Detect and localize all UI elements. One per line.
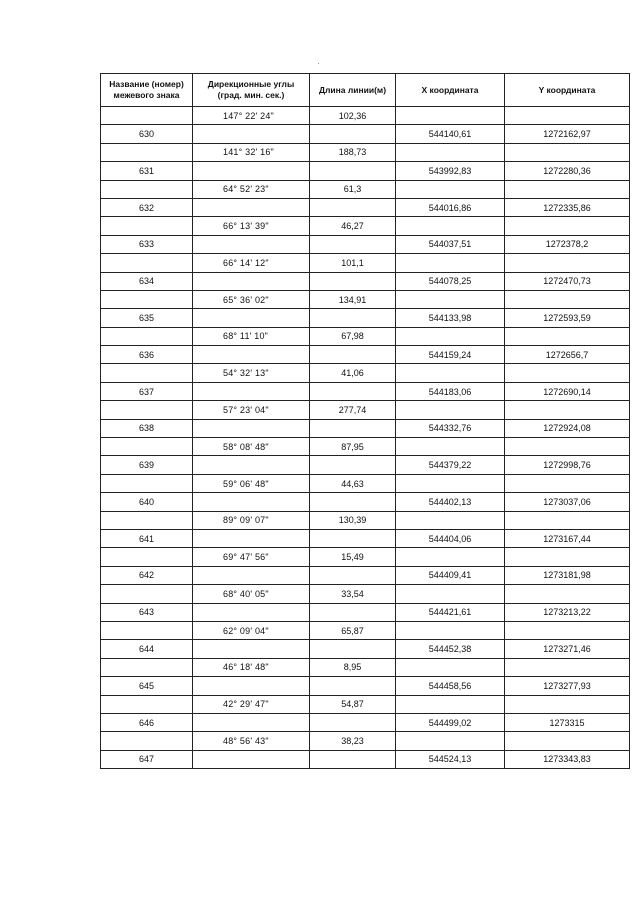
x-coordinate: 544404,06 <box>396 529 505 547</box>
point-row <box>101 640 630 658</box>
point-name: 634 <box>101 272 193 290</box>
direction-angle: 48° 56' 43" <box>193 732 310 750</box>
segment-name-cell <box>101 438 193 456</box>
direction-angle: 141° 32' 16" <box>193 143 310 161</box>
x-coordinate: 544133,98 <box>396 309 505 327</box>
point-name: 644 <box>101 640 193 658</box>
x-coordinate: 544078,25 <box>396 272 505 290</box>
segment-row <box>101 621 630 639</box>
direction-angle: 42° 29' 47" <box>193 695 310 713</box>
line-length: 277,74 <box>310 401 396 419</box>
segment-y-cell <box>505 107 630 125</box>
point-angle-cell <box>193 235 310 253</box>
line-length: 67,98 <box>310 327 396 345</box>
direction-angle: 147° 22' 24" <box>193 107 310 125</box>
line-length: 44,63 <box>310 474 396 492</box>
x-coordinate: 544140,61 <box>396 125 505 143</box>
segment-name-cell <box>101 695 193 713</box>
line-length: 130,39 <box>310 511 396 529</box>
x-coordinate: 544524,13 <box>396 750 505 768</box>
segment-name-cell <box>101 548 193 566</box>
line-length: 134,91 <box>310 290 396 308</box>
y-coordinate: 1272470,73 <box>505 272 630 290</box>
y-coordinate: 1273277,93 <box>505 677 630 695</box>
point-name: 630 <box>101 125 193 143</box>
point-angle-cell <box>193 272 310 290</box>
segment-x-cell <box>396 438 505 456</box>
direction-angle: 68° 40' 05" <box>193 585 310 603</box>
header-line-length: Длина линии(м) <box>310 74 396 107</box>
header-x-coordinate: X координата <box>396 74 505 107</box>
y-coordinate: 1272378,2 <box>505 235 630 253</box>
segment-row <box>101 732 630 750</box>
stray-dot <box>318 63 319 64</box>
segment-name-cell <box>101 511 193 529</box>
point-length-cell <box>310 640 396 658</box>
line-length: 87,95 <box>310 438 396 456</box>
segment-row <box>101 143 630 161</box>
segment-x-cell <box>396 254 505 272</box>
direction-angle: 54° 32' 13" <box>193 364 310 382</box>
segment-x-cell <box>396 732 505 750</box>
point-row <box>101 750 630 768</box>
segment-y-cell <box>505 585 630 603</box>
x-coordinate: 544499,02 <box>396 713 505 731</box>
point-name: 639 <box>101 456 193 474</box>
segment-x-cell <box>396 548 505 566</box>
point-length-cell <box>310 382 396 400</box>
point-name: 645 <box>101 677 193 695</box>
point-length-cell <box>310 677 396 695</box>
direction-angle: 68° 11' 10" <box>193 327 310 345</box>
point-row <box>101 198 630 216</box>
y-coordinate: 1273213,22 <box>505 603 630 621</box>
segment-name-cell <box>101 254 193 272</box>
line-length: 54,87 <box>310 695 396 713</box>
point-row <box>101 235 630 253</box>
point-length-cell <box>310 566 396 584</box>
point-name: 635 <box>101 309 193 327</box>
direction-angle: 59° 06' 48" <box>193 474 310 492</box>
segment-name-cell <box>101 327 193 345</box>
direction-angle: 57° 23' 04" <box>193 401 310 419</box>
segment-y-cell <box>505 438 630 456</box>
line-length: 8,95 <box>310 658 396 676</box>
segment-row <box>101 548 630 566</box>
point-length-cell <box>310 713 396 731</box>
table-body <box>101 107 630 769</box>
segment-name-cell <box>101 474 193 492</box>
point-name: 640 <box>101 493 193 511</box>
line-length: 102,36 <box>310 107 396 125</box>
segment-row <box>101 438 630 456</box>
point-row <box>101 493 630 511</box>
x-coordinate: 544421,61 <box>396 603 505 621</box>
header-y-coordinate: Y координата <box>505 74 630 107</box>
segment-y-cell <box>505 511 630 529</box>
x-coordinate: 544016,86 <box>396 198 505 216</box>
segment-x-cell <box>396 585 505 603</box>
point-name: 636 <box>101 346 193 364</box>
point-row <box>101 125 630 143</box>
segment-x-cell <box>396 143 505 161</box>
direction-angle: 62° 09' 04" <box>193 621 310 639</box>
point-name: 637 <box>101 382 193 400</box>
line-length: 101,1 <box>310 254 396 272</box>
segment-y-cell <box>505 143 630 161</box>
x-coordinate: 544458,56 <box>396 677 505 695</box>
segment-row <box>101 585 630 603</box>
x-coordinate: 544037,51 <box>396 235 505 253</box>
segment-x-cell <box>396 474 505 492</box>
segment-row <box>101 290 630 308</box>
point-length-cell <box>310 750 396 768</box>
point-angle-cell <box>193 456 310 474</box>
direction-angle: 89° 09' 07" <box>193 511 310 529</box>
point-row <box>101 566 630 584</box>
segment-x-cell <box>396 401 505 419</box>
direction-angle: 64° 52' 23" <box>193 180 310 198</box>
segment-name-cell <box>101 290 193 308</box>
segment-name-cell <box>101 217 193 235</box>
point-name: 646 <box>101 713 193 731</box>
point-angle-cell <box>193 382 310 400</box>
segment-x-cell <box>396 327 505 345</box>
x-coordinate: 544183,06 <box>396 382 505 400</box>
point-length-cell <box>310 235 396 253</box>
segment-name-cell <box>101 732 193 750</box>
y-coordinate: 1272335,86 <box>505 198 630 216</box>
point-row <box>101 309 630 327</box>
point-length-cell <box>310 309 396 327</box>
segment-y-cell <box>505 327 630 345</box>
x-coordinate: 544332,76 <box>396 419 505 437</box>
segment-name-cell <box>101 621 193 639</box>
point-length-cell <box>310 603 396 621</box>
point-name: 647 <box>101 750 193 768</box>
point-row <box>101 272 630 290</box>
segment-name-cell <box>101 180 193 198</box>
point-angle-cell <box>193 162 310 180</box>
line-length: 65,87 <box>310 621 396 639</box>
header-row <box>101 74 630 107</box>
y-coordinate: 1273037,06 <box>505 493 630 511</box>
segment-name-cell <box>101 107 193 125</box>
direction-angle: 66° 13' 39" <box>193 217 310 235</box>
point-row <box>101 346 630 364</box>
x-coordinate: 544379,22 <box>396 456 505 474</box>
point-length-cell <box>310 493 396 511</box>
point-angle-cell <box>193 750 310 768</box>
point-name: 631 <box>101 162 193 180</box>
point-name: 633 <box>101 235 193 253</box>
segment-name-cell <box>101 401 193 419</box>
segment-x-cell <box>396 180 505 198</box>
boundary-coordinates-sheet <box>100 73 629 769</box>
segment-row <box>101 254 630 272</box>
y-coordinate: 1273315 <box>505 713 630 731</box>
y-coordinate: 1272690,14 <box>505 382 630 400</box>
point-name: 632 <box>101 198 193 216</box>
segment-x-cell <box>396 217 505 235</box>
segment-y-cell <box>505 548 630 566</box>
segment-y-cell <box>505 254 630 272</box>
point-angle-cell <box>193 713 310 731</box>
x-coordinate: 544159,24 <box>396 346 505 364</box>
segment-y-cell <box>505 474 630 492</box>
line-length: 38,23 <box>310 732 396 750</box>
segment-row <box>101 180 630 198</box>
direction-angle: 65° 36' 02" <box>193 290 310 308</box>
point-angle-cell <box>193 566 310 584</box>
point-angle-cell <box>193 198 310 216</box>
point-length-cell <box>310 419 396 437</box>
segment-y-cell <box>505 621 630 639</box>
y-coordinate: 1273343,83 <box>505 750 630 768</box>
segment-x-cell <box>396 290 505 308</box>
segment-y-cell <box>505 364 630 382</box>
line-length: 46,27 <box>310 217 396 235</box>
point-name: 642 <box>101 566 193 584</box>
point-angle-cell <box>193 125 310 143</box>
segment-row <box>101 474 630 492</box>
y-coordinate: 1272280,36 <box>505 162 630 180</box>
point-row <box>101 456 630 474</box>
y-coordinate: 1272656,7 <box>505 346 630 364</box>
point-angle-cell <box>193 309 310 327</box>
point-row <box>101 162 630 180</box>
point-length-cell <box>310 125 396 143</box>
segment-x-cell <box>396 658 505 676</box>
point-angle-cell <box>193 419 310 437</box>
segment-name-cell <box>101 143 193 161</box>
segment-y-cell <box>505 180 630 198</box>
table-header <box>101 74 630 107</box>
direction-angle: 66° 14' 12" <box>193 254 310 272</box>
point-angle-cell <box>193 640 310 658</box>
point-angle-cell <box>193 493 310 511</box>
line-length: 61,3 <box>310 180 396 198</box>
direction-angle: 69° 47' 56" <box>193 548 310 566</box>
point-angle-cell <box>193 529 310 547</box>
line-length: 33,54 <box>310 585 396 603</box>
point-row <box>101 529 630 547</box>
point-length-cell <box>310 162 396 180</box>
point-angle-cell <box>193 603 310 621</box>
direction-angle: 46° 18' 48" <box>193 658 310 676</box>
segment-row <box>101 364 630 382</box>
point-name: 643 <box>101 603 193 621</box>
segment-y-cell <box>505 401 630 419</box>
direction-angle: 58° 08' 48" <box>193 438 310 456</box>
point-length-cell <box>310 529 396 547</box>
segment-x-cell <box>396 364 505 382</box>
segment-y-cell <box>505 217 630 235</box>
line-length: 15,49 <box>310 548 396 566</box>
point-length-cell <box>310 272 396 290</box>
segment-x-cell <box>396 695 505 713</box>
segment-y-cell <box>505 732 630 750</box>
segment-name-cell <box>101 364 193 382</box>
x-coordinate: 544409,41 <box>396 566 505 584</box>
segment-row <box>101 107 630 125</box>
point-row <box>101 713 630 731</box>
y-coordinate: 1272593,59 <box>505 309 630 327</box>
y-coordinate: 1273167,44 <box>505 529 630 547</box>
header-direction-angle: Дирекционные углы (град. мин. сек.) <box>193 74 310 107</box>
segment-row <box>101 511 630 529</box>
segment-y-cell <box>505 658 630 676</box>
point-row <box>101 419 630 437</box>
segment-row <box>101 401 630 419</box>
segment-y-cell <box>505 695 630 713</box>
segment-row <box>101 217 630 235</box>
point-length-cell <box>310 346 396 364</box>
x-coordinate: 543992,83 <box>396 162 505 180</box>
y-coordinate: 1273181,98 <box>505 566 630 584</box>
line-length: 41,06 <box>310 364 396 382</box>
point-name: 641 <box>101 529 193 547</box>
y-coordinate: 1272998,76 <box>505 456 630 474</box>
point-name: 638 <box>101 419 193 437</box>
segment-x-cell <box>396 107 505 125</box>
segment-row <box>101 327 630 345</box>
x-coordinate: 544452,38 <box>396 640 505 658</box>
segment-y-cell <box>505 290 630 308</box>
y-coordinate: 1272924,08 <box>505 419 630 437</box>
x-coordinate: 544402,13 <box>396 493 505 511</box>
segment-x-cell <box>396 621 505 639</box>
point-row <box>101 603 630 621</box>
y-coordinate: 1272162,97 <box>505 125 630 143</box>
segment-row <box>101 695 630 713</box>
segment-name-cell <box>101 585 193 603</box>
point-row <box>101 382 630 400</box>
point-length-cell <box>310 198 396 216</box>
coordinates-table <box>100 73 630 769</box>
point-length-cell <box>310 456 396 474</box>
segment-x-cell <box>396 511 505 529</box>
segment-name-cell <box>101 658 193 676</box>
segment-row <box>101 658 630 676</box>
line-length: 188,73 <box>310 143 396 161</box>
header-point-name: Название (номер) межевого знака <box>101 74 193 107</box>
point-angle-cell <box>193 346 310 364</box>
point-row <box>101 677 630 695</box>
point-angle-cell <box>193 677 310 695</box>
y-coordinate: 1273271,46 <box>505 640 630 658</box>
